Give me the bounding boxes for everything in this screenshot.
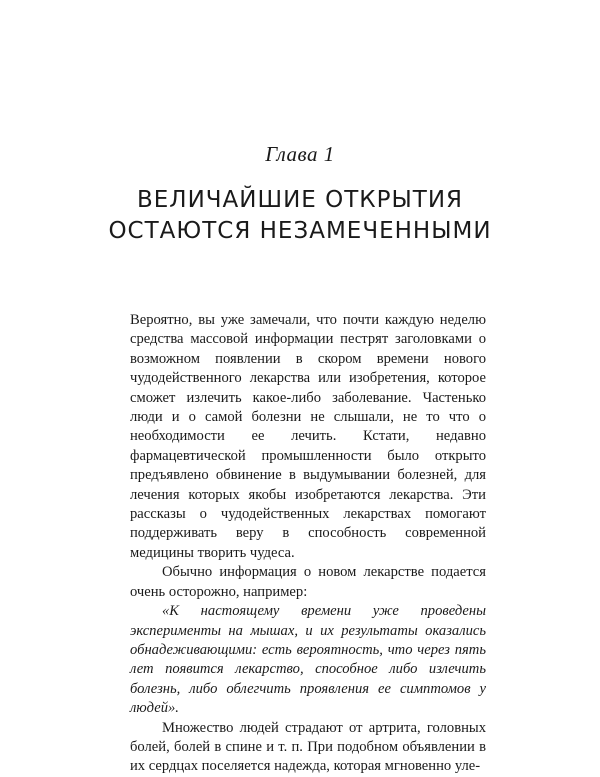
paragraph-quote: «К настоящему времени уже проведены эксперименты на мышах, и их результаты оказались обнадеживающими: есть вероятность, что через пять лет появится лекарство, способное либо излечить болезнь, либо облегчить проявления ее симптомов у людей». [130,603,486,717]
chapter-title-line-1: ВЕЛИЧАЙШИЕ ОТКРЫТИЯ [136,187,464,213]
chapter-title-line-2: ОСТАЮТСЯ НЕЗАМЕЧЕННЫМИ [108,218,492,244]
body-text [130,311,486,777]
paragraph-continued: Множество людей страдают от артрита, головных болей, болей в спине и т. п. При подобном объявлении в их сердцах поселяется надежда, которая мгновенно уле- [130,719,486,775]
paragraph-info: Обычно информация о новом лекарстве подается очень осторожно, например: [130,564,486,600]
chapter-number: Глава 1 [265,142,335,166]
chapter-title [0,185,600,247]
paragraph-intro: Вероятно, вы уже замечали, что почти каждую неделю средства массовой информации пестрят заголовками о возможном появлении в скором времени нового чудодейственного лекарства или изобретения, которое сможет излечить какое-либо заболевание. Частенько люди и о самой болезни не слышали, не то что о необходимости ее лечить. Кстати, недавно фармацевтической промышленности было открыто предъявлено обвинение в выдумывании болезней, для лечения которых якобы изобретаются лекарства. Эти рассказы о чудодейственных лекарствах помогают поддерживать веру в способность современной медицины творить чудеса. [130,312,486,561]
